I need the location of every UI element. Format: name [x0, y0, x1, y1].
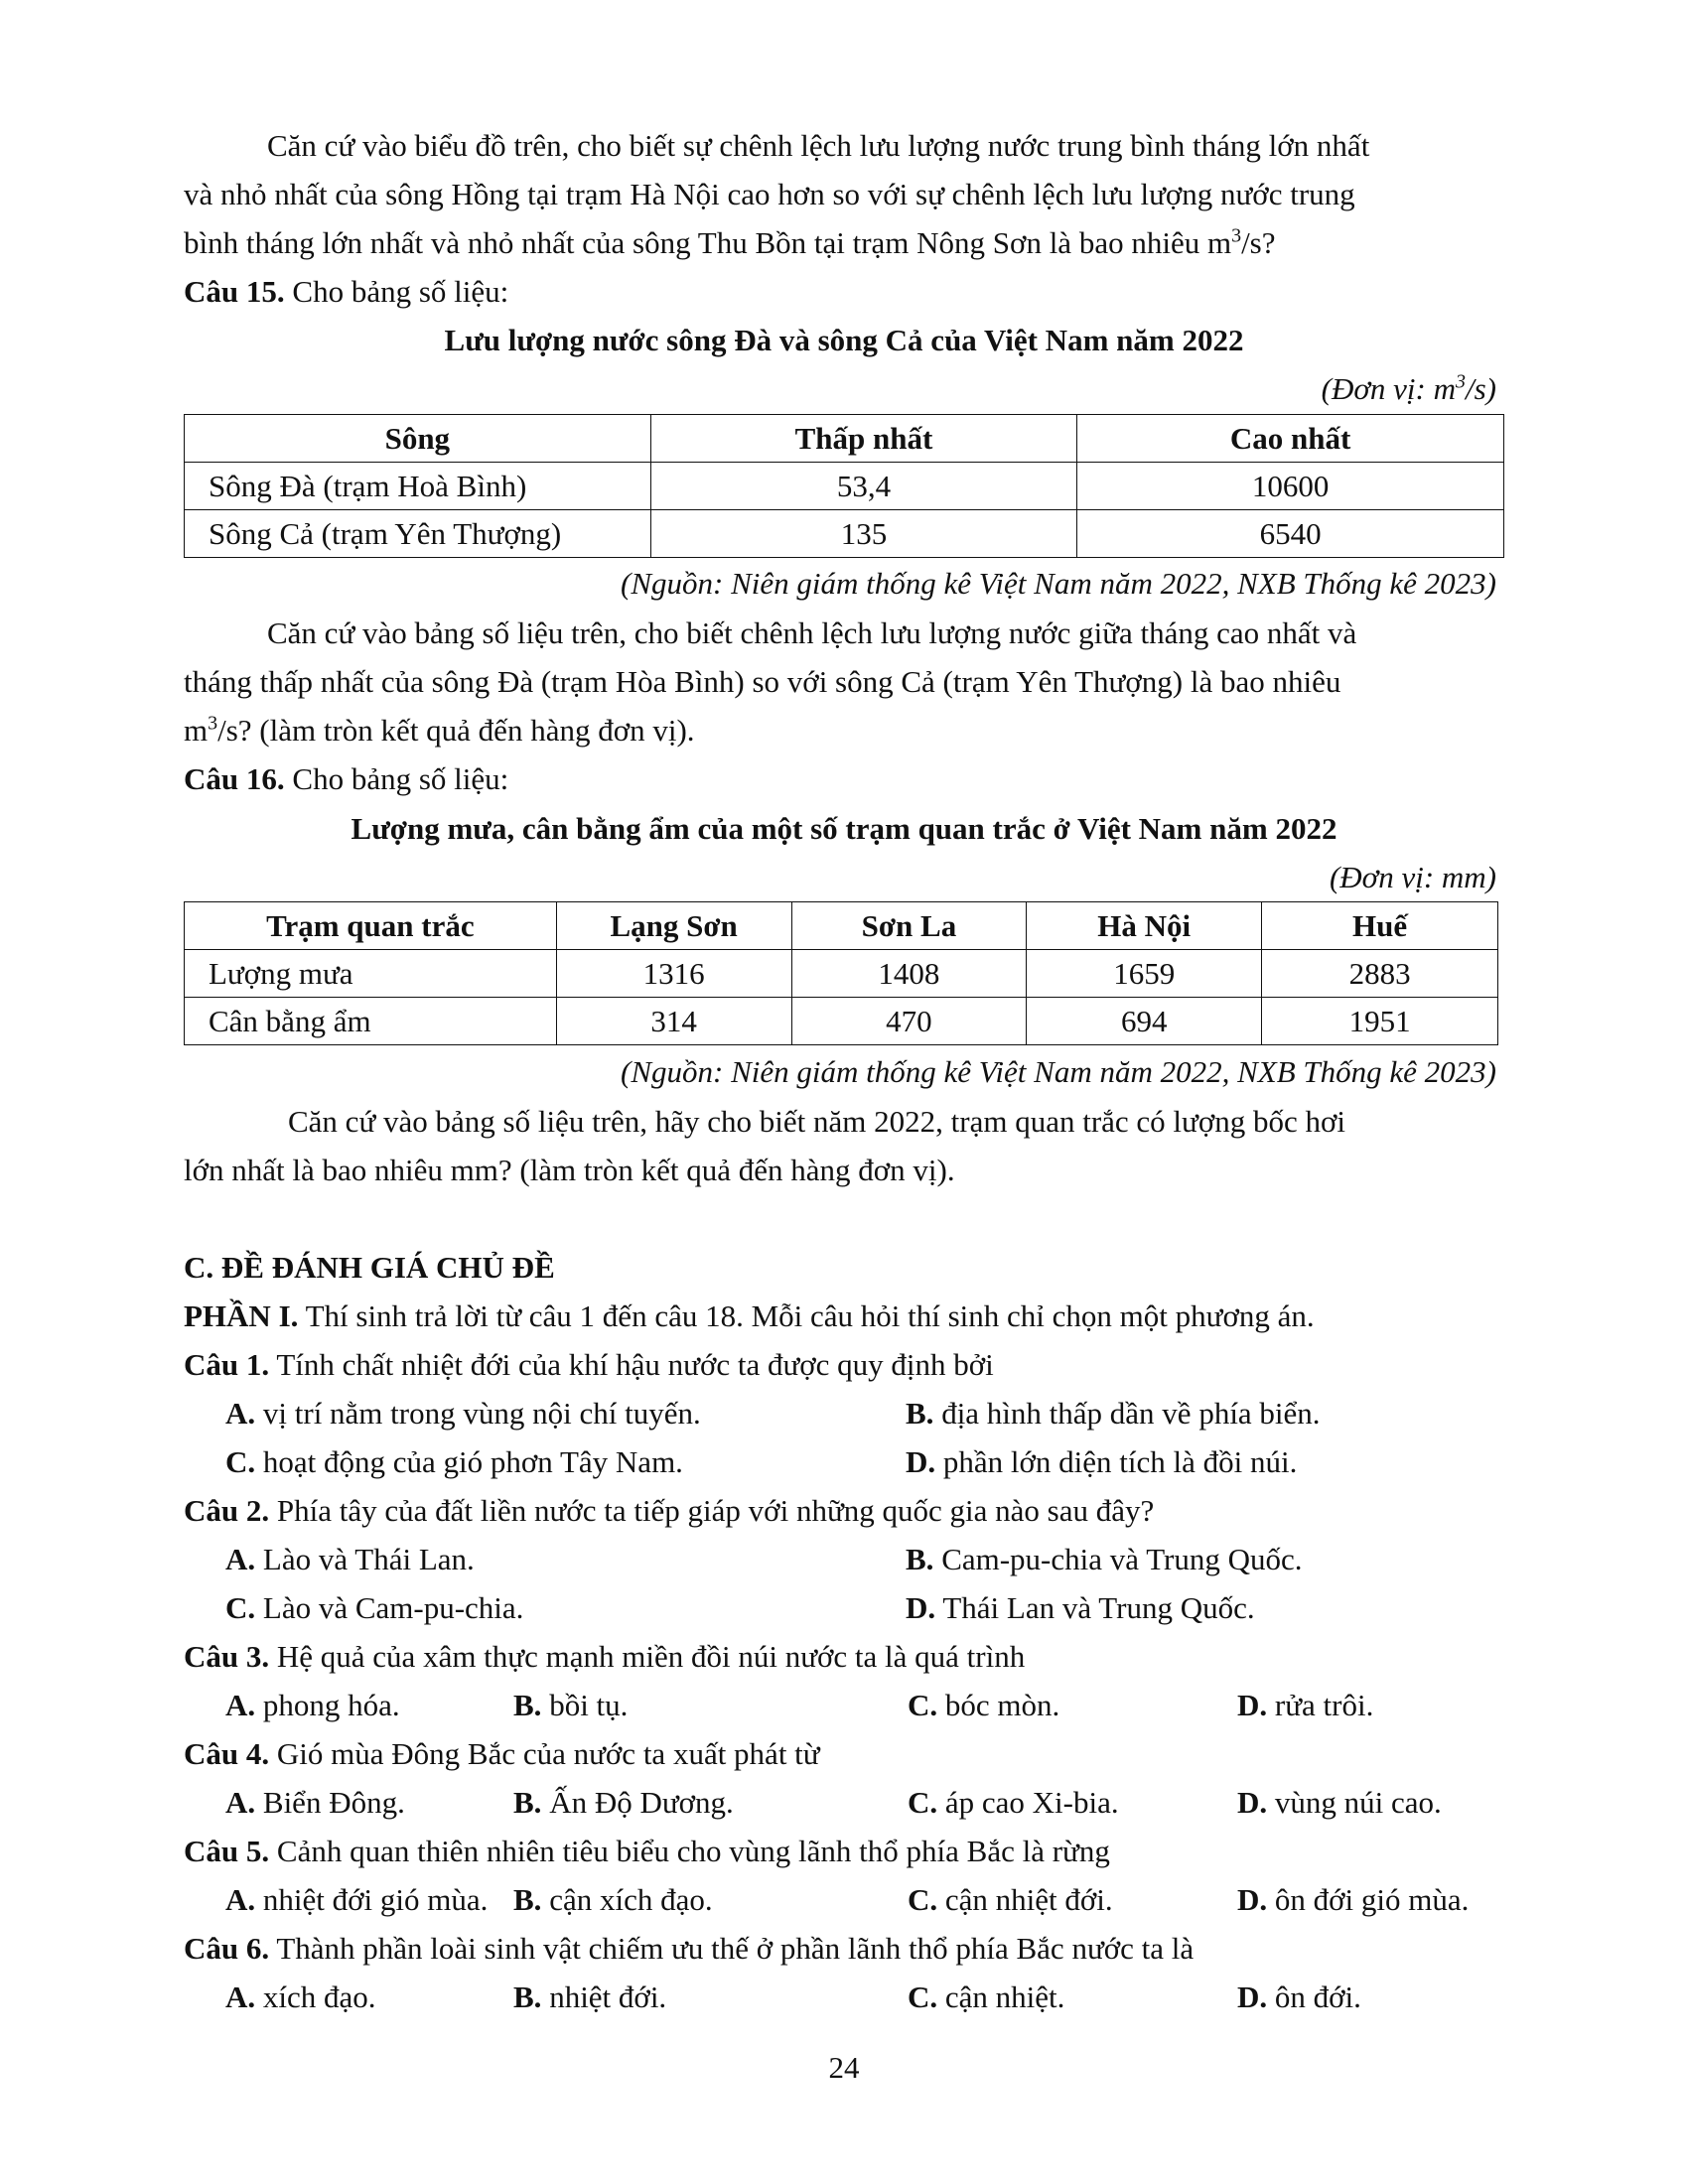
- option-d[interactable]: D. Thái Lan và Trung Quốc.: [906, 1590, 1255, 1625]
- option-a[interactable]: A. phong hóa.: [225, 1688, 400, 1722]
- q16-label: Câu 16.: [184, 761, 285, 796]
- q16-source: (Nguồn: Niên giám thống kê Việt Nam năm 2022, NXB Thống kê 2023): [621, 1054, 1496, 1089]
- col-header: Sơn La: [791, 902, 1027, 950]
- col-header: Huế: [1262, 902, 1498, 950]
- q15-heading: [184, 267, 1504, 316]
- table-row: [185, 510, 1504, 558]
- option-c[interactable]: C. hoạt động của gió phơn Tây Nam.: [225, 1444, 683, 1479]
- table-cell: 314: [556, 998, 791, 1045]
- part-1-label: PHẦN I.: [184, 1298, 299, 1333]
- table-cell: 1316: [556, 950, 791, 998]
- option-d[interactable]: D. vùng núi cao.: [1237, 1785, 1442, 1820]
- q15-source: (Nguồn: Niên giám thống kê Việt Nam năm 2022, NXB Thống kê 2023): [621, 566, 1496, 601]
- table-row: [185, 998, 1498, 1045]
- col-header: Lạng Sơn: [556, 902, 791, 950]
- table-cell: 135: [650, 510, 1077, 558]
- option-b[interactable]: B. bồi tụ.: [513, 1688, 629, 1722]
- question-6: Câu 6. Thành phần loài sinh vật chiếm ưu thế ở phần lãnh thổ phía Bắc nước ta là A. xích đạo. B. nhiệt đới. C. cận nhiệt. D. ôn đới.: [184, 1924, 1504, 2021]
- q16-question: Căn cứ vào bảng số liệu trên, hãy cho biết năm 2022, trạm quan trắc có lượng bốc hơi lớn nhất là bao nhiêu mm? (làm tròn kết quả đến hàng đơn vị).: [184, 1104, 1345, 1187]
- q14-paragraph: [184, 121, 1504, 267]
- table-row: [185, 463, 1504, 510]
- table-cell: Sông Đà (trạm Hoà Bình): [185, 463, 651, 510]
- option-d[interactable]: D. ôn đới gió mùa.: [1237, 1882, 1470, 1917]
- option-a[interactable]: A. Lào và Thái Lan.: [225, 1542, 475, 1576]
- q15-table: [184, 414, 1504, 558]
- q16-heading: [184, 754, 1504, 803]
- option-c[interactable]: C. Lào và Cam-pu-chia.: [225, 1590, 524, 1625]
- table-cell: 1951: [1262, 998, 1498, 1045]
- q14-line-1: Căn cứ vào biểu đồ trên, cho biết sự chênh lệch lưu lượng nước trung bình tháng lớn nhất: [267, 128, 1370, 163]
- option-c[interactable]: C. cận nhiệt đới.: [908, 1882, 1113, 1917]
- table-cell: 10600: [1077, 463, 1504, 510]
- option-b[interactable]: B. Ấn Độ Dương.: [513, 1785, 734, 1820]
- table-cell: 53,4: [650, 463, 1077, 510]
- table-cell: 694: [1027, 998, 1262, 1045]
- option-c[interactable]: C. cận nhiệt.: [908, 1979, 1065, 2014]
- question-5: Câu 5. Cảnh quan thiên nhiên tiêu biểu cho vùng lãnh thổ phía Bắc là rừng A. nhiệt đới gió mùa. B. cận xích đạo. C. cận nhiệt đới. D. ôn đới gió mùa.: [184, 1827, 1504, 1924]
- col-header: Thấp nhất: [650, 415, 1077, 463]
- section-c-title: C. ĐỀ ĐÁNH GIÁ CHỦ ĐỀ: [184, 1250, 555, 1285]
- option-a[interactable]: A. nhiệt đới gió mùa.: [225, 1882, 489, 1917]
- table-cell: Lượng mưa: [185, 950, 557, 998]
- q14-line-2: và nhỏ nhất của sông Hồng tại trạm Hà Nội cao hơn so với sự chênh lệch lưu lượng nước trung: [184, 177, 1355, 211]
- q15-text: Cho bảng số liệu:: [284, 274, 509, 309]
- col-header: Trạm quan trắc: [185, 902, 557, 950]
- page-number: 24: [828, 2050, 860, 2085]
- table-header-row: [185, 415, 1504, 463]
- part-1-instructions: PHẦN I. Thí sinh trả lời từ câu 1 đến câu 18. Mỗi câu hỏi thí sinh chỉ chọn một phương án.: [184, 1298, 1315, 1333]
- q15-question: Căn cứ vào bảng số liệu trên, cho biết chênh lệch lưu lượng nước giữa tháng cao nhất và tháng thấp nhất của sông Đà (trạm Hòa Bình) so với sông Cả (trạm Yên Thượng) là bao nhiêu $m^3/s$? (làm tròn kết quả đến hàng đơn vị).: [184, 615, 1357, 748]
- option-c[interactable]: C. bóc mòn.: [908, 1688, 1060, 1722]
- option-b[interactable]: B. nhiệt đới.: [513, 1979, 667, 2014]
- col-header: Sông: [185, 415, 651, 463]
- question-4: Câu 4. Gió mùa Đông Bắc của nước ta xuất phát từ A. Biển Đông. B. Ấn Độ Dương. C. áp cao Xi-bia. D. vùng núi cao.: [184, 1729, 1504, 1827]
- option-d[interactable]: D. rửa trôi.: [1237, 1688, 1374, 1722]
- option-d[interactable]: D. phần lớn diện tích là đồi núi.: [906, 1444, 1298, 1479]
- question-1: Câu 1. Tính chất nhiệt đới của khí hậu nước ta được quy định bởi A. vị trí nằm trong vùng nội chí tuyến. B. địa hình thấp dần về phía biển. C. hoạt động của gió phơn Tây Nam. D. phần lớn diện tích là đồi núi.: [184, 1340, 1504, 1486]
- table-cell: 2883: [1262, 950, 1498, 998]
- option-c[interactable]: C. áp cao Xi-bia.: [908, 1785, 1119, 1820]
- table-cell: Sông Cả (trạm Yên Thượng): [185, 510, 651, 558]
- q16-unit: (Đơn vị: mm): [1329, 860, 1496, 894]
- q16-text: Cho bảng số liệu:: [284, 761, 509, 796]
- q16-table: [184, 901, 1498, 1045]
- table-cell: 1408: [791, 950, 1027, 998]
- option-d[interactable]: D. ôn đới.: [1237, 1979, 1361, 2014]
- table-row: [185, 950, 1498, 998]
- option-b[interactable]: B. cận xích đạo.: [513, 1882, 713, 1917]
- q14-line-3: bình tháng lớn nhất và nhỏ nhất của sông Thu Bồn tại trạm Nông Sơn là bao nhiêu $m^3/s$?: [184, 224, 1276, 260]
- col-header: Hà Nội: [1027, 902, 1262, 950]
- option-a[interactable]: A. xích đạo.: [225, 1979, 376, 2014]
- option-b[interactable]: B. địa hình thấp dần về phía biển.: [906, 1396, 1321, 1431]
- col-header: Cao nhất: [1077, 415, 1504, 463]
- table-cell: 470: [791, 998, 1027, 1045]
- table-cell: Cân bằng ẩm: [185, 998, 557, 1045]
- table-cell: 1659: [1027, 950, 1262, 998]
- q15-label: Câu 15.: [184, 274, 285, 309]
- option-b[interactable]: B. Cam-pu-chia và Trung Quốc.: [906, 1542, 1303, 1576]
- q15-table-title: Lưu lượng nước sông Đà và sông Cả của Việt Nam năm 2022: [444, 323, 1244, 357]
- table-cell: 6540: [1077, 510, 1504, 558]
- q15-unit: (Đơn vị: $m^3/s$): [1321, 370, 1496, 406]
- question-3: Câu 3. Hệ quả của xâm thực mạnh miền đồi núi nước ta là quá trình A. phong hóa. B. bồi tụ. C. bóc mòn. D. rửa trôi.: [184, 1632, 1504, 1729]
- option-a[interactable]: A. Biển Đông.: [225, 1785, 405, 1820]
- question-2: Câu 2. Phía tây của đất liền nước ta tiếp giáp với những quốc gia nào sau đây? A. Lào và Thái Lan. B. Cam-pu-chia và Trung Quốc. C. Lào và Cam-pu-chia. D. Thái Lan và Trung Quốc.: [184, 1486, 1504, 1632]
- q16-table-title: Lượng mưa, cân bằng ẩm của một số trạm quan trắc ở Việt Nam năm 2022: [351, 811, 1337, 846]
- option-a[interactable]: A. vị trí nằm trong vùng nội chí tuyến.: [225, 1396, 701, 1431]
- table-header-row: [185, 902, 1498, 950]
